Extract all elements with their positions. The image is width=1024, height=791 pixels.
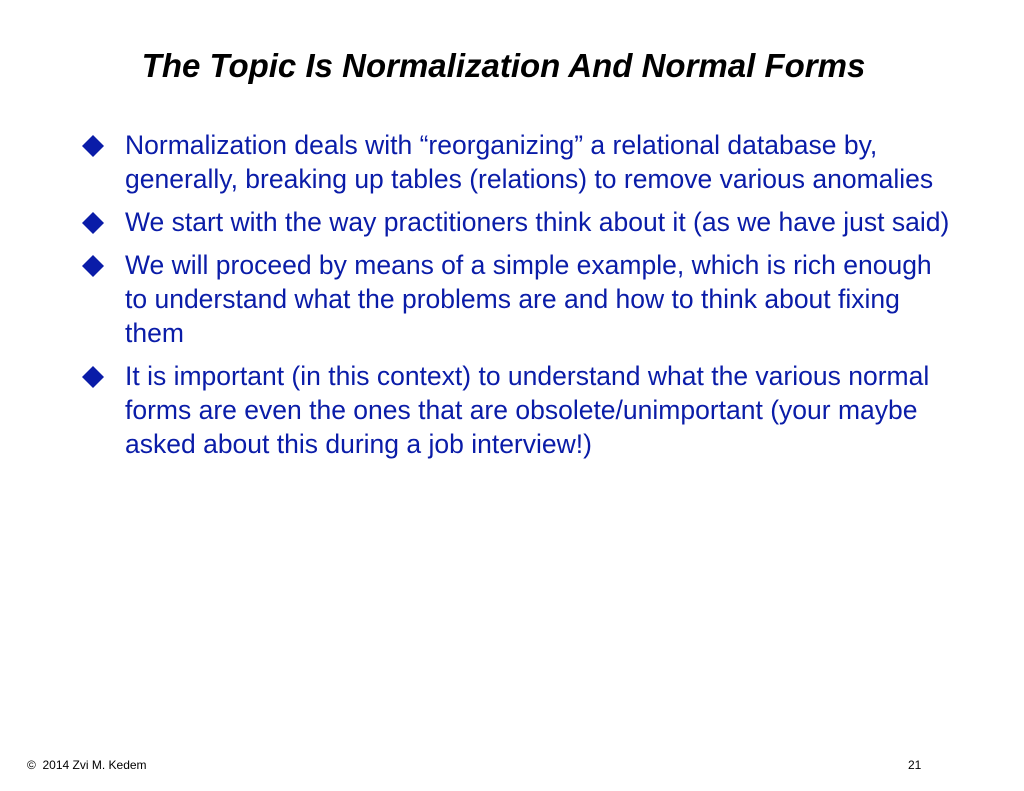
bullet-item	[82, 205, 952, 239]
page-number: 21	[908, 758, 922, 772]
bullet-text: We will proceed by means of a simple example, which is rich enough to understand what the problems are and how to think about fixing them	[125, 250, 932, 348]
diamond-bullet-icon	[82, 212, 104, 234]
bullet-list	[82, 128, 952, 470]
slide-title: The Topic Is Normalization And Normal Forms	[141, 47, 866, 84]
diamond-bullet-icon	[82, 366, 104, 388]
diamond-bullet-icon	[82, 255, 104, 277]
bullet-text: Normalization deals with “reorganizing” a relational database by, generally, breaking up tables (relations) to remove various anomalies	[125, 130, 934, 194]
bullet-item	[82, 128, 952, 196]
bullet-text: We start with the way practitioners think about it (as we have just said)	[125, 207, 950, 237]
bullet-item	[82, 248, 952, 350]
bullet-text: It is important (in this context) to understand what the various normal forms are even the ones that are obsolete/unimportant (your maybe asked about this during a job interview!)	[125, 361, 930, 459]
diamond-bullet-icon	[82, 135, 104, 157]
footer-copyright: © 2014 Zvi M. Kedem	[27, 758, 147, 772]
bullet-item	[82, 359, 952, 461]
